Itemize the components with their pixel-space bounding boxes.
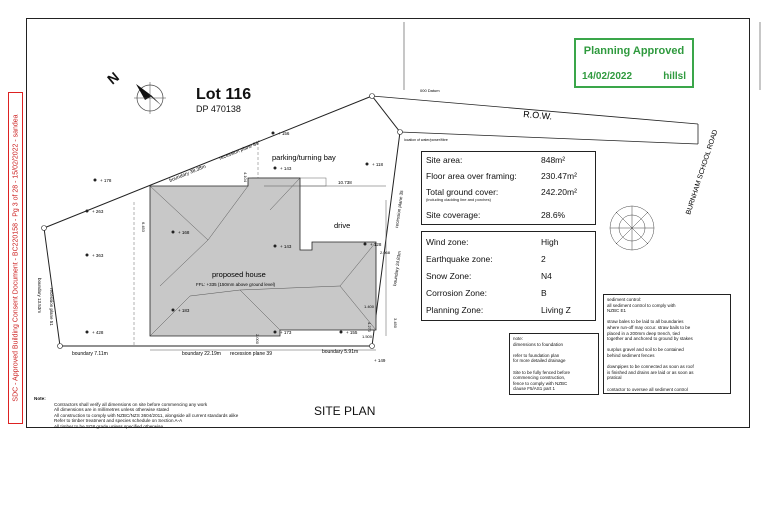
zone-value: 2 (541, 254, 546, 264)
recession-left-label: recession plane 51 (49, 288, 54, 326)
level: + 428 (92, 330, 104, 335)
note-line: Contractors shall verify all dimensions on site before commencing any work (54, 401, 208, 407)
level: + 118 (372, 162, 384, 167)
sediment-note (603, 294, 731, 394)
stats-value: 28.6% (541, 210, 566, 220)
level: + 143 (280, 244, 292, 249)
boundary-bottom-mid-label: boundary 22.19m (182, 351, 221, 357)
stats-subnote: (including cladding line and porches) (426, 197, 491, 202)
note-line: NZBC E1 (607, 308, 627, 314)
dim-7: 1.400 (364, 304, 375, 309)
note-line: Site to be fully fenced before (513, 369, 571, 375)
note-line: note: (513, 336, 524, 341)
drainage-note (509, 333, 599, 395)
note-line: All construction to comply with NZBC/NZS 3604/2011, alongside all current standards alike (54, 412, 239, 418)
boundary-bottom-left-label: boundary 7.11m (72, 351, 108, 357)
zone-value: N4 (541, 271, 552, 281)
recession-top-label: recession plane 89° (218, 139, 262, 162)
dim-6: 4.270 (367, 322, 372, 333)
dim-5: 3.450 (393, 318, 398, 329)
note-line: where run-off may occur. straw bails to be (607, 324, 691, 330)
dim-4: 2.000 (255, 334, 260, 345)
dim-1: 10.738 (338, 180, 352, 185)
lot-dp: DP 470138 (196, 104, 241, 114)
note-line: is finished and drains are laid or as soon as (607, 369, 694, 375)
note-line: all sediment control to comply with (607, 302, 676, 308)
note-line: dimensions to foundation (513, 341, 564, 347)
dim-3: 4.104 (243, 172, 248, 183)
stats-key: Total ground cover: (426, 187, 499, 197)
dim-8: 2.068 (380, 250, 391, 255)
stats-key: Floor area over framing: (426, 171, 517, 181)
boundary-bottom-right-label: boundary 5.91m (322, 349, 359, 355)
level: + 173 (280, 330, 292, 335)
level: + 168 (178, 230, 190, 235)
stats-value: 230.47m² (541, 171, 577, 181)
parking-label: parking/turning bay (272, 153, 336, 162)
zone-key: Corrosion Zone: (426, 288, 487, 298)
level: + 178 (100, 178, 112, 183)
zone-key: Wind zone: (426, 237, 469, 247)
stats-key: Site coverage: (426, 210, 481, 220)
level: + 143 (280, 166, 292, 171)
note-line: placed in a 200mm deep trench, tied (607, 330, 680, 336)
boundary-top-label: boundary 38.38m (168, 163, 207, 184)
compass-icon (134, 82, 166, 114)
level: + 263 (92, 209, 104, 214)
datum-label: 000 Datum (420, 88, 440, 93)
note-line: Refer to timber treatment and species schedule on Section A-A (54, 418, 183, 424)
level: + 156 (278, 131, 290, 136)
rosette-symbol (610, 206, 654, 250)
level: + 128 (370, 242, 382, 247)
note-line: pratical (607, 375, 622, 381)
house-label: proposed house (212, 270, 266, 279)
site-plan-title: SITE PLAN (314, 404, 376, 418)
note-line: behind sediment fences (607, 352, 655, 358)
note-line: surplus gravel and soil to be contained (607, 347, 684, 353)
stats-value: 242.20m² (541, 187, 577, 197)
north-letter: N (104, 68, 123, 88)
pole-label: location of water/power/fibre (404, 138, 448, 142)
note-line: straw bales to be laid to all boundaries (607, 319, 684, 325)
consent-stamp-text: SDC - Approved Building Consent Document - BC220158 - Pg 3 of 28 - 15/02/2022 - sandea (12, 114, 19, 402)
drive-label: drive (334, 221, 351, 230)
level: + 183 (178, 308, 190, 313)
recession-right-label: recession plane 35 (394, 190, 405, 229)
level: + 155 (346, 330, 358, 335)
note-line: fence to comply with NZBC (513, 380, 568, 386)
zone-value: High (541, 237, 559, 247)
stats-value: 848m² (541, 155, 566, 165)
lot-title: Lot 116 (196, 86, 252, 103)
zone-key: Earthquake zone: (426, 254, 493, 264)
row-label: R.O.W. (522, 109, 553, 122)
recession-bottom-label: recession plane 39 (230, 351, 272, 357)
approval-title: Planning Approved (583, 45, 685, 57)
note-line: commencing construction, (513, 375, 566, 381)
note-line: clause F5/AS1 part 1 (513, 386, 556, 392)
note-line: sediment control: (607, 297, 642, 302)
zone-value: Living Z (541, 305, 571, 315)
boundary-right-label: boundary 24.83m (392, 250, 402, 287)
ffl-label: FFL: +335 (150mm above ground level) (196, 282, 276, 287)
note-line: for more detailed drainage (513, 358, 566, 364)
dim-9: 1.500 (362, 334, 373, 339)
zone-value: B (541, 288, 547, 298)
note-line: Note: (34, 396, 46, 401)
dim-2: 6.453 (141, 222, 146, 233)
zone-key: Planning Zone: (426, 305, 484, 315)
right-of-way (372, 22, 760, 144)
boundary-left-label: boundary 13.53m (37, 278, 42, 314)
stats-key: Site area: (426, 155, 463, 165)
road-label: BURNHAM SCHOOL ROAD (685, 128, 720, 216)
note-line: All dimensions are in millimetres unless otherwise stated (54, 407, 169, 413)
note-line: All timber to be SG8 grade unless specified otherwise (54, 423, 164, 429)
level: + 363 (92, 253, 104, 258)
approval-date: 14/02/2022 (582, 71, 633, 82)
note-line: refer to foundation plan (513, 352, 560, 358)
approval-initials: hillsl (663, 71, 686, 82)
note-line: downpipes to be connected as soon as roof (607, 364, 694, 370)
general-notes (34, 396, 238, 430)
note-line: together and anchored to ground by stakes (607, 336, 693, 342)
zone-key: Snow Zone: (426, 271, 472, 281)
zones-table (421, 231, 596, 321)
site-stats-table (421, 151, 596, 225)
level: + 149 (374, 358, 386, 363)
note-line: contactor to oversee all sediment control (607, 386, 688, 392)
